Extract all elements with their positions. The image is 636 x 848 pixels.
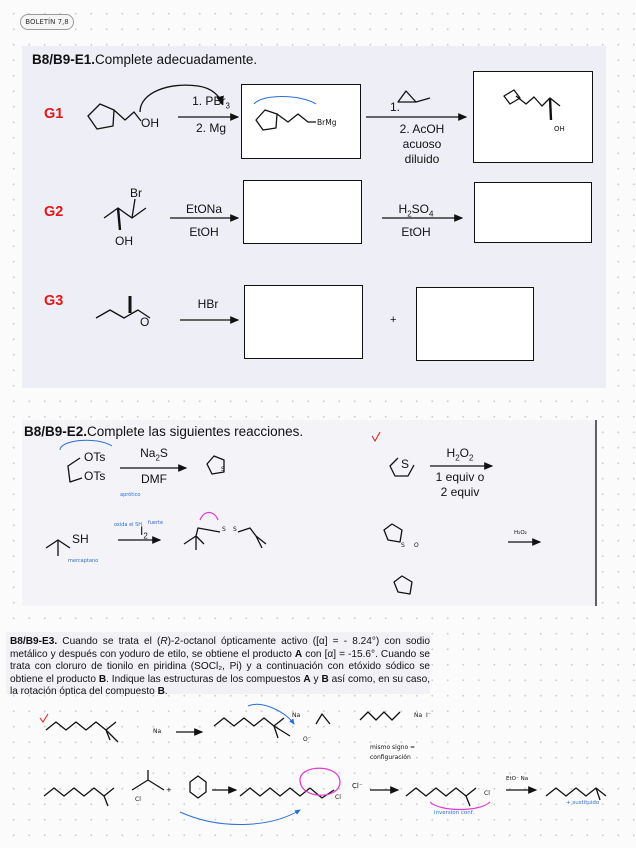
g1-label: G1 xyxy=(44,106,64,122)
g1-box1-chain xyxy=(277,114,316,122)
exercise-1-title: B8/B9-E1.Complete adecuadamente. xyxy=(32,52,258,67)
g2-reagent-top: EtONa xyxy=(185,202,222,216)
e2-ots-1: OTs xyxy=(84,450,106,464)
g2-chain xyxy=(104,208,146,218)
g1-substrate-oh: OH xyxy=(141,116,159,130)
e2-r1-product-ring xyxy=(207,456,224,474)
e2-r1-reagent-bottom: DMF xyxy=(141,472,167,486)
e3-row2-chain-2 xyxy=(240,788,310,796)
e2-oxida: oxida el SH xyxy=(114,522,143,528)
g3-plus: + xyxy=(390,314,397,326)
e3-pink-circle xyxy=(300,768,340,795)
e2-r4-arrow-label: H₂O₂ xyxy=(514,530,527,536)
check-mark-2 xyxy=(40,714,48,722)
e2-r3-product-s2: S xyxy=(233,526,237,533)
e3-row1-product xyxy=(360,712,400,720)
g3-o: O xyxy=(140,315,150,329)
g1-product-chain xyxy=(516,96,560,106)
e2-r2-line-1: 1 equiv o xyxy=(435,470,485,484)
g3-chain xyxy=(96,310,150,318)
g1-epoxide xyxy=(398,91,430,102)
g3-reagent: HBr xyxy=(197,297,219,311)
e2-blue-curve xyxy=(60,440,112,450)
boletin-tag: BOLETÍN 7,8 xyxy=(20,14,74,30)
e2-r1-product-s: S xyxy=(221,466,225,473)
e2-aprotico: aprótico xyxy=(120,492,141,498)
e3-i-label: I⁻ xyxy=(426,712,431,719)
e3-row1-chain-1 xyxy=(46,722,116,730)
g1-step-2b: acuoso xyxy=(402,137,442,151)
g1-blue-bracket xyxy=(254,97,316,105)
e3-row1-chain-2 xyxy=(214,718,284,726)
g1-cyclopentane xyxy=(88,104,114,129)
g2-reagent2-bottom: EtOH xyxy=(401,225,431,239)
e2-r3-product-s1: S xyxy=(222,526,226,533)
e2-r4-ring xyxy=(384,524,402,542)
e3-na-label: Na xyxy=(153,728,162,735)
e3-row2-chain-1 xyxy=(44,788,114,796)
e3-na-plus: Na xyxy=(292,712,301,719)
e3-configuracion: configuración xyxy=(370,754,411,761)
e2-r1-chain xyxy=(68,458,82,482)
e2-fuerte: fuerte xyxy=(148,520,164,526)
g1-step-2a: 2. AcOH xyxy=(399,122,445,136)
e2-ots-2: OTs xyxy=(84,469,106,483)
g1-reagent-2: 2. Mg xyxy=(195,121,226,135)
e3-pink-bracket xyxy=(430,802,490,810)
e2-r2-reagent: $H_2O_2$ xyxy=(446,446,474,463)
g3-label: G3 xyxy=(44,293,64,309)
e2-r3-sh: SH xyxy=(72,532,89,546)
e2-r3-product xyxy=(184,528,266,550)
g1-chain xyxy=(114,110,141,121)
e2-r2-line-2: 2 equiv xyxy=(440,485,480,499)
e2-mercaptano: mercaptano xyxy=(68,558,99,564)
e3-sustituido: + sustituido xyxy=(566,800,600,806)
g2-oh: OH xyxy=(115,234,133,248)
g1-step-2c: diluido xyxy=(404,152,440,166)
e3-row2-s xyxy=(310,788,334,798)
e3-cl-3: Cl xyxy=(484,790,490,797)
e3-cl-2: Cl xyxy=(335,794,341,801)
e3-pink-mark xyxy=(200,513,218,521)
e3-inversion: inversión conf. xyxy=(434,810,475,816)
g2-label: G2 xyxy=(44,204,64,220)
g1-brmg-label: BrMg xyxy=(317,118,337,127)
exercise-3-text: B8/B9-E3. Cuando se trata el (R)-2-octanol ópticamente activo ([α] = - 8.24°) con sodio metálico y después con yoduro de etilo, se obtiene el producto A con [α] = -15.6°. Cuando se trata con cloruro de tionilo en piridina (SOCl₂, Pi) y a continuación con etóxido sódico se obtiene el producto B. Indique las estructuras de los compuestos A y B así como, en su caso, la rotación óptica del compuesto B. xyxy=(10,636,431,698)
e2-r4-o: O xyxy=(414,542,419,549)
e3-socl2 xyxy=(132,770,164,790)
e3-ethyl-iodide xyxy=(316,714,330,724)
e3-row2-chain-3 xyxy=(406,788,476,796)
e2-r2-s: S xyxy=(401,457,410,471)
e3-mismo-signo: mismo signo = xyxy=(370,744,416,751)
e3-cl-minus: Cl⁻ xyxy=(352,782,363,790)
e3-blue-arrow xyxy=(180,810,300,825)
e2-r3-reagent: $I_2$ xyxy=(140,524,148,541)
g1-box1-ring xyxy=(256,110,277,130)
check-mark-1 xyxy=(372,432,380,441)
e3-eto: EtO⁻ Na xyxy=(506,776,529,782)
g1-curved-arrow xyxy=(140,85,222,112)
g1-product-oh: OH xyxy=(554,125,565,133)
e2-r5-ring xyxy=(394,576,412,594)
e3-cl-1: Cl xyxy=(135,796,141,803)
e3-blue-arrow-2 xyxy=(248,704,294,724)
g2-reagent-bottom: EtOH xyxy=(189,225,219,239)
g1-step-1: 1. xyxy=(390,100,401,114)
exercise-2-title: B8/B9-E2.Complete las siguientes reacciones. xyxy=(24,424,304,439)
e2-r4-s: S xyxy=(401,542,405,549)
e3-plus-1: + xyxy=(166,786,172,794)
g2-reagent2-top: $H_2SO_4$ xyxy=(398,202,434,219)
e3-pyridine xyxy=(190,776,206,798)
g1-reagent-1: 1. PBr$_3$ xyxy=(192,94,230,111)
g2-br: Br xyxy=(130,186,142,200)
e2-r2-ring xyxy=(390,458,414,476)
e3-o-minus: O⁻ xyxy=(303,736,311,743)
e2-r1-reagent-top: $Na_2S$ xyxy=(140,446,168,463)
e3-na-2: Na xyxy=(414,712,423,719)
